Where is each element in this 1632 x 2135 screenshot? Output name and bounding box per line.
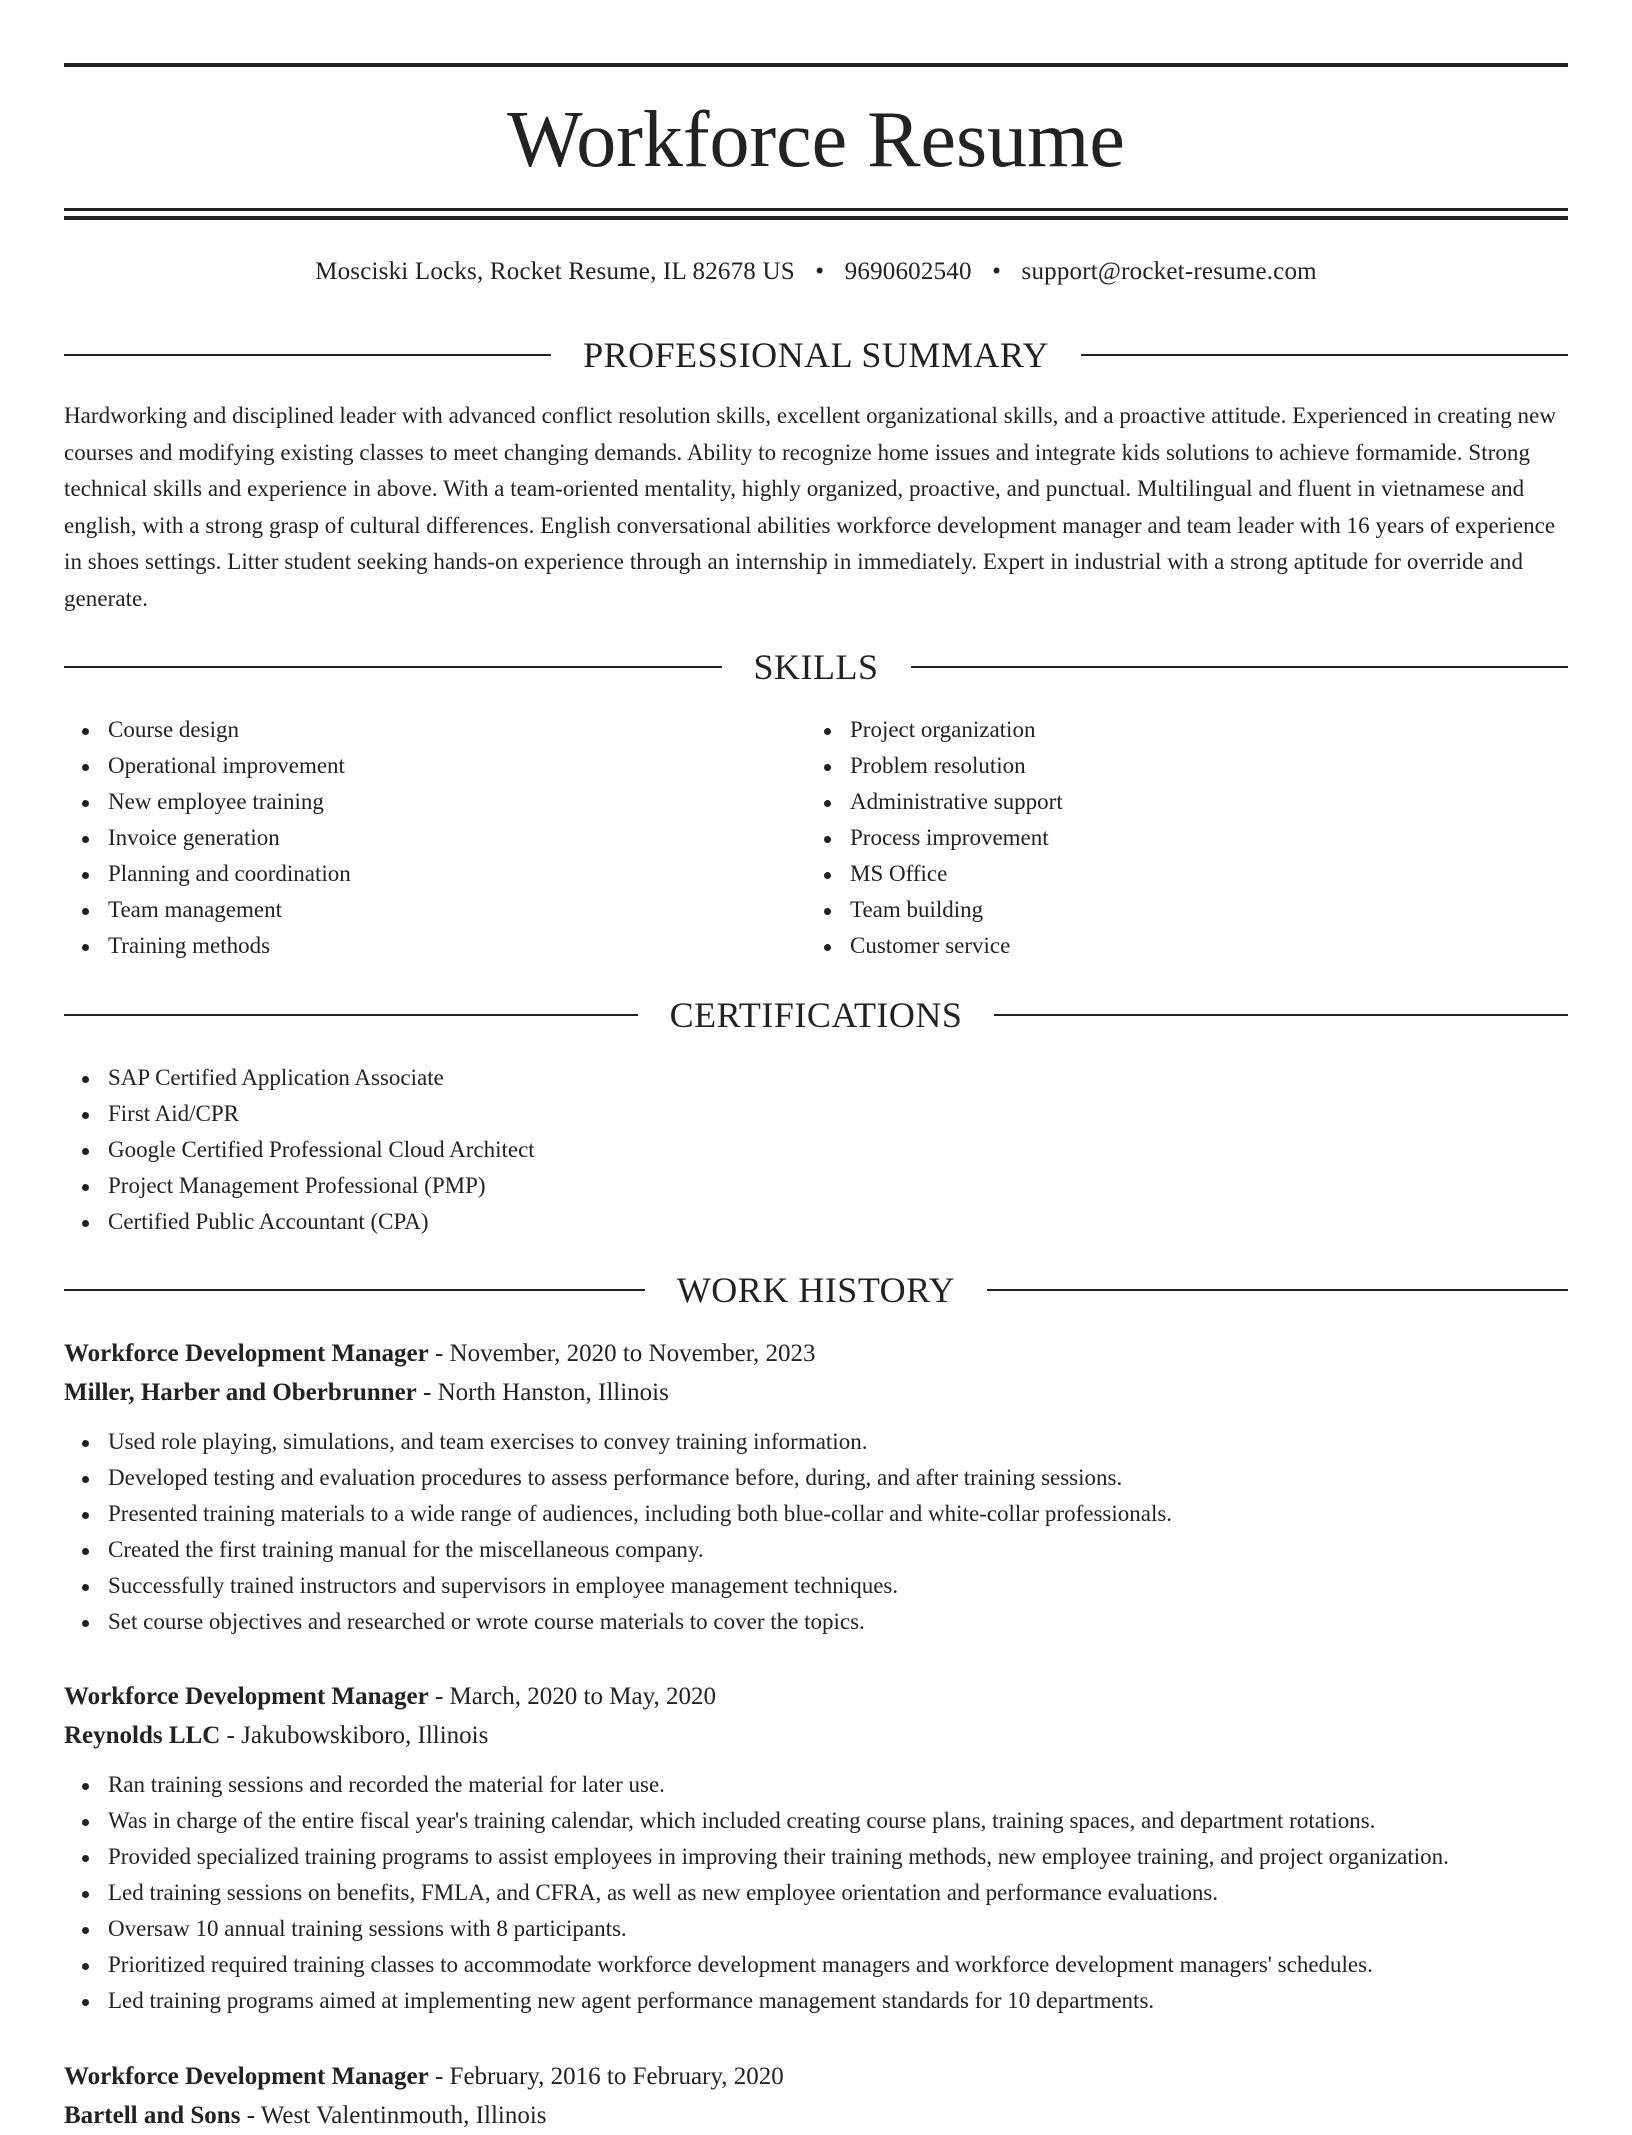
job-company: Miller, Harber and Oberbrunner [64, 1379, 417, 1406]
resume-title: Workforce Resume [507, 96, 1125, 184]
section-heading-certifications [64, 993, 1568, 1037]
job-title: Workforce Development Manager [64, 2063, 429, 2090]
job-entry [64, 1677, 1568, 2019]
job-company-line [64, 1373, 1568, 1412]
job-duties-list [64, 1767, 1568, 2019]
job-dates: - March, 2020 to May, 2020 [434, 1683, 716, 1710]
title-rule-upper [64, 208, 1568, 211]
skill-item: New employee training [108, 784, 848, 820]
heading-rule [1081, 354, 1568, 356]
heading-rule [987, 1289, 1568, 1291]
job-duty: Oversaw 10 annual training sessions with 8 participants. [108, 1911, 1568, 1947]
summary-text: Hardworking and disciplined leader with advanced conflict resolution skills, excellent organizational skills, and a proactive attitude. Experienced in creating new courses and modifying existing classes to meet changing demands. Ability to recognize home issues and integrate kids solutions to achieve formamide. Strong technical skills and experience in above. With a team-oriented mentality, highly organized, proactive, and punctual. Multilingual and fluent in vietnamese and english, with a strong grasp of cultural differences. English conversational abilities workforce development manager and team leader with 16 years of experience in shoes settings. Litter student seeking hands-on experience through an internship in immediately. Expert in industrial with a strong aptitude for override and generate. [64, 403, 1557, 611]
skill-item: Project organization [850, 712, 1590, 748]
heading-rule [64, 354, 551, 356]
job-duty: Successfully trained instructors and supervisors in employee management techniques. [108, 1568, 1568, 1604]
certification-item: Certified Public Accountant (CPA) [108, 1204, 1612, 1240]
heading-rule [994, 1014, 1568, 1016]
job-duty: Created the first training manual for the miscellaneous company. [108, 1532, 1568, 1568]
job-location: - North Hanston, Illinois [423, 1379, 669, 1406]
job-company: Reynolds LLC [64, 1722, 221, 1749]
job-dates: - November, 2020 to November, 2023 [434, 1340, 816, 1367]
job-dates: - February, 2016 to February, 2020 [434, 2063, 784, 2090]
skills-list-left [64, 712, 848, 964]
section-heading-skills [64, 645, 1568, 689]
job-title: Workforce Development Manager [64, 1340, 429, 1367]
skill-item: Problem resolution [850, 748, 1590, 784]
job-title-line [64, 1334, 1568, 1373]
certification-item: First Aid/CPR [108, 1096, 1612, 1132]
job-location: - West Valentinmouth, Illinois [246, 2102, 547, 2129]
job-duty: Led training programs aimed at implementing new agent performance management standards for 10 departments. [108, 1983, 1568, 2019]
job-duty: Used role playing, simulations, and team exercises to convey training information. [108, 1424, 1568, 1460]
heading-rule [64, 1289, 645, 1291]
job-company-line [64, 2096, 1568, 2135]
job-title-line [64, 2057, 1568, 2096]
job-location: - Jakubowskiboro, Illinois [226, 1722, 489, 1749]
job-duty: Provided specialized training programs to assist employees in improving their training methods, new employee training, and project organization. [108, 1839, 1568, 1875]
section-title-certifications: CERTIFICATIONS [669, 995, 963, 1035]
job-duty: Prioritized required training classes to accommodate workforce development managers and workforce development managers' schedules. [108, 1947, 1568, 1983]
job-title-line [64, 1677, 1568, 1716]
contact-separator: • [992, 258, 1002, 285]
certifications-list [64, 1060, 1612, 1240]
section-heading-summary [64, 333, 1568, 377]
skill-item: Operational improvement [108, 748, 848, 784]
job-duties-list [64, 1424, 1568, 1640]
skill-item: MS Office [850, 856, 1590, 892]
certification-item: Project Management Professional (PMP) [108, 1168, 1612, 1204]
title-rule-lower [64, 216, 1568, 220]
certification-item: Google Certified Professional Cloud Architect [108, 1132, 1612, 1168]
section-heading-work-history [64, 1268, 1568, 1312]
contact-email: support@rocket-resume.com [1021, 258, 1317, 285]
skill-item: Team management [108, 892, 848, 928]
skill-item: Invoice generation [108, 820, 848, 856]
contact-address: Mosciski Locks, Rocket Resume, IL 82678 US [315, 258, 795, 285]
skill-item: Planning and coordination [108, 856, 848, 892]
section-title-skills: SKILLS [753, 647, 879, 687]
heading-rule [64, 1014, 638, 1016]
job-duty: Led training sessions on benefits, FMLA, and CFRA, as well as new employee orientation and performance evaluations. [108, 1875, 1568, 1911]
job-duty: Ran training sessions and recorded the material for later use. [108, 1767, 1568, 1803]
skill-item: Process improvement [850, 820, 1590, 856]
job-title: Workforce Development Manager [64, 1683, 429, 1710]
job-company-line [64, 1716, 1568, 1755]
job-duty: Was in charge of the entire fiscal year's training calendar, which included creating course plans, training spaces, and department rotations. [108, 1803, 1568, 1839]
top-rule [64, 63, 1568, 67]
heading-rule [911, 666, 1569, 668]
skill-item: Course design [108, 712, 848, 748]
contact-phone: 9690602540 [844, 258, 972, 285]
skill-item: Training methods [108, 928, 848, 964]
skills-list-right [806, 712, 1590, 964]
job-duty: Set course objectives and researched or wrote course materials to cover the topics. [108, 1604, 1568, 1640]
job-duty: Presented training materials to a wide range of audiences, including both blue-collar and white-collar professionals. [108, 1496, 1568, 1532]
job-entry [64, 2057, 1568, 2135]
contact-line [64, 252, 1568, 292]
job-duty: Developed testing and evaluation procedures to assess performance before, during, and after training sessions. [108, 1460, 1568, 1496]
section-title-summary: PROFESSIONAL SUMMARY [583, 335, 1049, 375]
skill-item: Team building [850, 892, 1590, 928]
section-title-work-history: WORK HISTORY [676, 1270, 956, 1310]
skill-item: Administrative support [850, 784, 1590, 820]
job-entry [64, 1334, 1568, 1640]
job-company: Bartell and Sons [64, 2102, 241, 2129]
heading-rule [64, 666, 722, 668]
skill-item: Customer service [850, 928, 1590, 964]
contact-separator: • [815, 258, 825, 285]
certification-item: SAP Certified Application Associate [108, 1060, 1612, 1096]
